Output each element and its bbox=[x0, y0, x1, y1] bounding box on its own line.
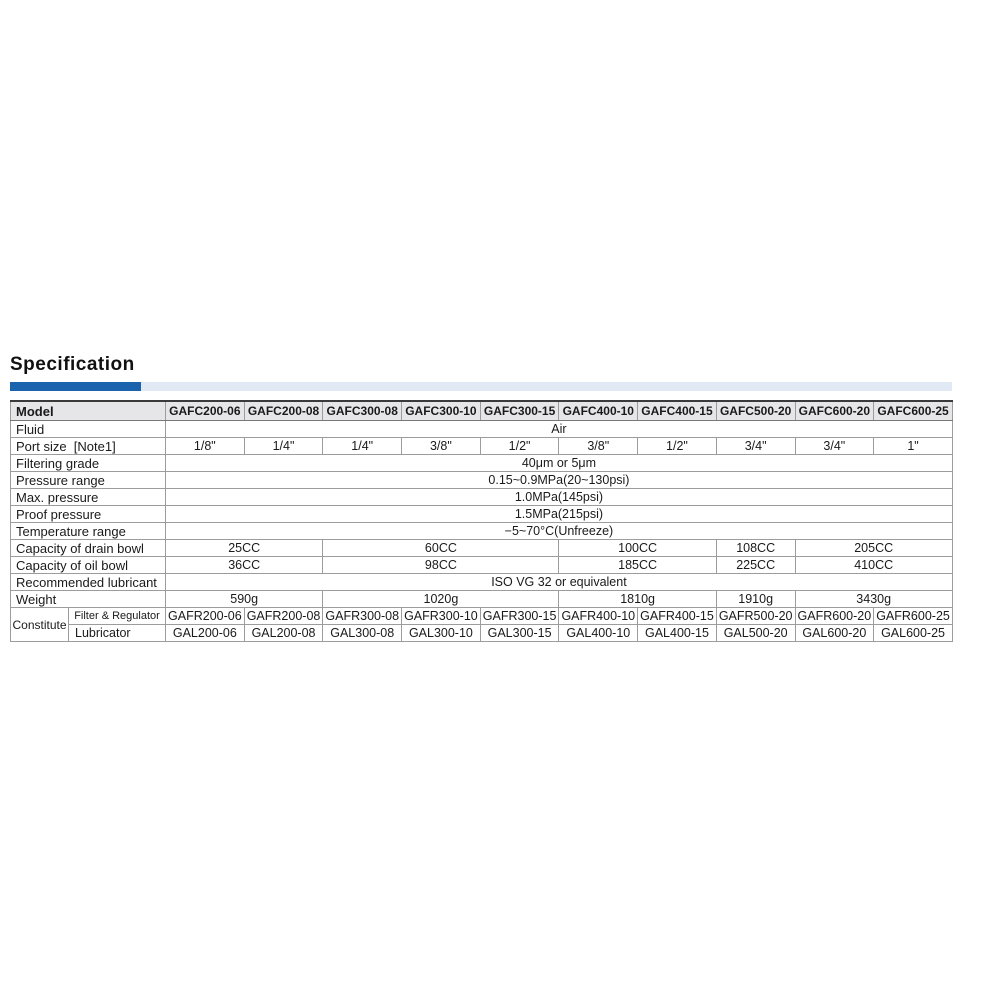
lubricator-value: GAL300-08 bbox=[323, 625, 402, 642]
port-size-value: 1/4" bbox=[323, 438, 402, 455]
model-header-cell: Model bbox=[11, 401, 166, 421]
model-column-header: GAFC400-15 bbox=[638, 401, 717, 421]
fluid-value: Air bbox=[166, 421, 953, 438]
title-underline-bar bbox=[10, 382, 952, 391]
port-size-value: 3/8" bbox=[402, 438, 481, 455]
table-row-filtering-grade bbox=[11, 455, 953, 472]
table-row-constitute-lubricator bbox=[11, 625, 953, 642]
model-column-header: GAFC300-08 bbox=[323, 401, 402, 421]
oil-bowl-value: 410CC bbox=[795, 557, 952, 574]
filter-regulator-value: GAFR400-15 bbox=[638, 608, 717, 625]
row-label: Filtering grade bbox=[11, 455, 166, 472]
model-column-header: GAFC300-10 bbox=[402, 401, 481, 421]
filter-regulator-value: GAFR500-20 bbox=[716, 608, 795, 625]
filter-regulator-value: GAFR600-20 bbox=[795, 608, 874, 625]
pressure-range-value: 0.15~0.9MPa(20~130psi) bbox=[166, 472, 953, 489]
table-row-drain-bowl bbox=[11, 540, 953, 557]
table-header-row bbox=[11, 401, 953, 421]
filtering-grade-value: 40μm or 5μm bbox=[166, 455, 953, 472]
lubricator-value: GAL200-06 bbox=[166, 625, 245, 642]
specification-table bbox=[10, 400, 953, 642]
lubricator-value: GAL200-08 bbox=[244, 625, 323, 642]
drain-bowl-value: 25CC bbox=[166, 540, 323, 557]
table-row-constitute-filter-regulator bbox=[11, 608, 953, 625]
lubricator-value: GAL600-20 bbox=[795, 625, 874, 642]
model-column-header: GAFC200-06 bbox=[166, 401, 245, 421]
weight-value: 3430g bbox=[795, 591, 952, 608]
table-row-max-pressure bbox=[11, 489, 953, 506]
oil-bowl-value: 225CC bbox=[716, 557, 795, 574]
lubricant-value: ISO VG 32 or equivalent bbox=[166, 574, 953, 591]
row-label: Proof pressure bbox=[11, 506, 166, 523]
port-size-value: 1/2" bbox=[638, 438, 717, 455]
row-label: Capacity of oil bowl bbox=[11, 557, 166, 574]
lubricator-value: GAL500-20 bbox=[716, 625, 795, 642]
port-size-value: 1/4" bbox=[244, 438, 323, 455]
table-row-temperature-range bbox=[11, 523, 953, 540]
row-label: Weight bbox=[11, 591, 166, 608]
row-label: Temperature range bbox=[11, 523, 166, 540]
filter-regulator-value: GAFR200-06 bbox=[166, 608, 245, 625]
oil-bowl-value: 98CC bbox=[323, 557, 559, 574]
model-column-header: GAFC600-20 bbox=[795, 401, 874, 421]
model-column-header: GAFC500-20 bbox=[716, 401, 795, 421]
filter-regulator-value: GAFR200-08 bbox=[244, 608, 323, 625]
row-label: Capacity of drain bowl bbox=[11, 540, 166, 557]
oil-bowl-value: 185CC bbox=[559, 557, 716, 574]
lubricator-value: GAL300-15 bbox=[480, 625, 559, 642]
filter-regulator-value: GAFR400-10 bbox=[559, 608, 638, 625]
weight-value: 1910g bbox=[716, 591, 795, 608]
table-row-pressure-range bbox=[11, 472, 953, 489]
table-row-oil-bowl bbox=[11, 557, 953, 574]
drain-bowl-value: 108CC bbox=[716, 540, 795, 557]
row-label: Max. pressure bbox=[11, 489, 166, 506]
port-size-value: 3/4" bbox=[716, 438, 795, 455]
port-size-value: 1" bbox=[874, 438, 953, 455]
port-size-value: 1/8" bbox=[166, 438, 245, 455]
port-size-value: 1/2" bbox=[480, 438, 559, 455]
lubricator-value: GAL400-10 bbox=[559, 625, 638, 642]
weight-value: 590g bbox=[166, 591, 323, 608]
drain-bowl-value: 100CC bbox=[559, 540, 716, 557]
lubricator-value: GAL400-15 bbox=[638, 625, 717, 642]
constitute-sub-label: Filter & Regulator bbox=[69, 608, 166, 625]
port-size-value: 3/4" bbox=[795, 438, 874, 455]
filter-regulator-value: GAFR300-15 bbox=[480, 608, 559, 625]
page-title: Specification bbox=[10, 354, 135, 375]
table-row-proof-pressure bbox=[11, 506, 953, 523]
table-row-lubricant bbox=[11, 574, 953, 591]
weight-value: 1810g bbox=[559, 591, 716, 608]
title-underline-dark-segment bbox=[10, 382, 141, 391]
model-column-header: GAFC400-10 bbox=[559, 401, 638, 421]
title-underline-light-segment bbox=[141, 382, 952, 391]
model-column-header: GAFC200-08 bbox=[244, 401, 323, 421]
proof-pressure-value: 1.5MPa(215psi) bbox=[166, 506, 953, 523]
filter-regulator-value: GAFR300-10 bbox=[402, 608, 481, 625]
filter-regulator-value: GAFR600-25 bbox=[874, 608, 953, 625]
lubricator-value: GAL600-25 bbox=[874, 625, 953, 642]
table-row-port-size bbox=[11, 438, 953, 455]
model-column-header: GAFC600-25 bbox=[874, 401, 953, 421]
filter-regulator-value: GAFR300-08 bbox=[323, 608, 402, 625]
port-size-value: 3/8" bbox=[559, 438, 638, 455]
constitute-sub-label: Lubricator bbox=[69, 625, 166, 642]
model-column-header: GAFC300-15 bbox=[480, 401, 559, 421]
row-label: Recommended lubricant bbox=[11, 574, 166, 591]
lubricator-value: GAL300-10 bbox=[402, 625, 481, 642]
weight-value: 1020g bbox=[323, 591, 559, 608]
row-label: Port size [Note1] bbox=[11, 438, 166, 455]
drain-bowl-value: 60CC bbox=[323, 540, 559, 557]
row-label: Fluid bbox=[11, 421, 166, 438]
specification-section bbox=[10, 354, 952, 642]
row-label: Pressure range bbox=[11, 472, 166, 489]
constitute-label: Constitute bbox=[11, 608, 69, 642]
table-row-fluid bbox=[11, 421, 953, 438]
oil-bowl-value: 36CC bbox=[166, 557, 323, 574]
temperature-range-value: −5~70°C(Unfreeze) bbox=[166, 523, 953, 540]
drain-bowl-value: 205CC bbox=[795, 540, 952, 557]
max-pressure-value: 1.0MPa(145psi) bbox=[166, 489, 953, 506]
table-row-weight bbox=[11, 591, 953, 608]
